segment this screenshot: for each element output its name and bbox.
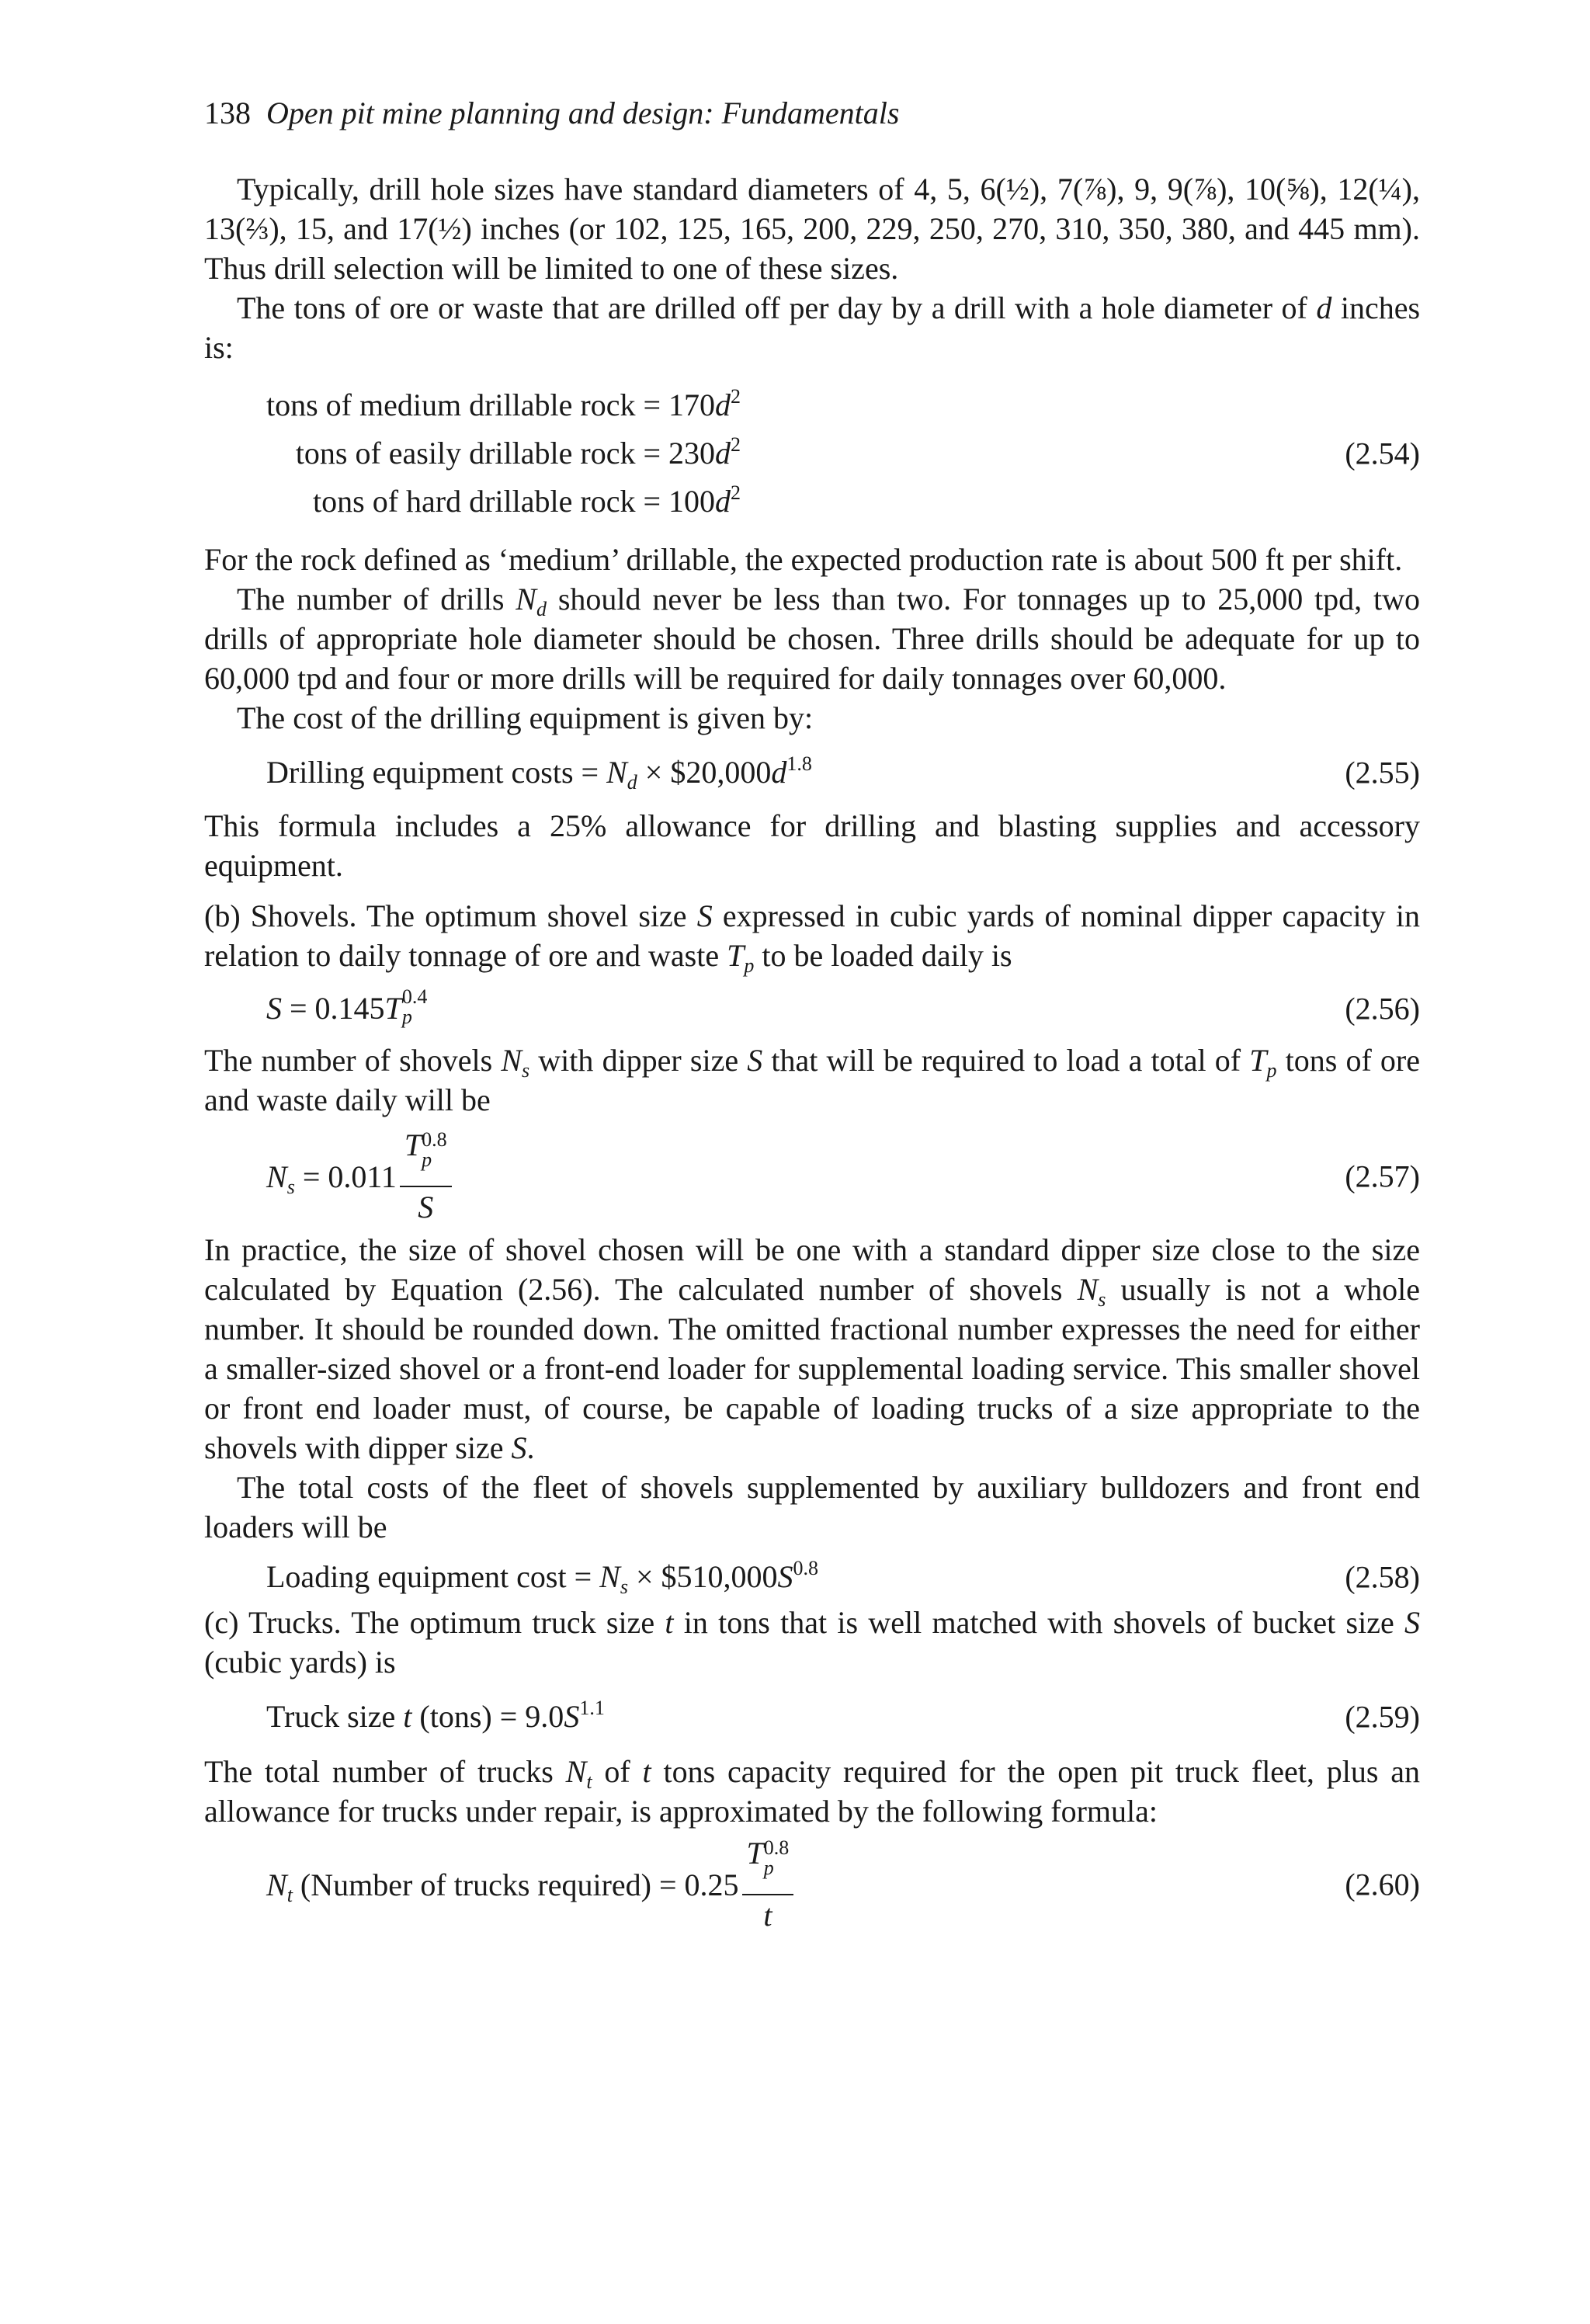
paragraph-drill-sizes: Typically, drill hole sizes have standard diameters of 4, 5, 6(½), 7(⅞), 9, 9(⅞), 10(⅝), 12(¼), 13(⅔), 15, and 17(½) inches (or 102, 125, 165, 200, 229, 250, 270, 310, 350, 380, and 445 mm). Thus drill selection will be limited to one of these sizes. (204, 172, 1420, 286)
paragraph-shovels: (b) Shovels. The optimum shovel size S expressed in cubic yards of nominal dipper capacity in relation to daily tonnage of ore and waste $T_p$ to be loaded daily is (204, 898, 1421, 977)
paragraph-medium-rate: For the rock defined as ‘medium’ drillable, the expected production rate is about 500 ft per shift. (204, 542, 1403, 577)
running-title: Open pit mine planning and design: Fundamentals (266, 96, 900, 130)
page-body (204, 169, 1420, 1935)
equation-2-58: Loading equipment $\cos t = N_s$ × $\$510,000S^{0.8}$ (2.58) (266, 1557, 1420, 1598)
equation-number: (2.54) (1345, 436, 1420, 471)
paragraph-allowance: This formula includes a 25% allowance for drilling and blasting supplies and accessory equipment. (204, 808, 1420, 883)
paragraph-fleet-costs: The total costs of the fleet of shovels supplemented by auxiliary bulldozers and front end loaders will be (204, 1470, 1420, 1544)
paragraph-number-of-shovels: The number of shovels $N_s$ with dipper size S that will be required to load a total of $T_p$ tons of ore and waste daily will be (204, 1043, 1420, 1117)
equation-2-55: Drilling equipment costs = $N_d$ × $\$20,000d^{1.8}$ (2.55) (266, 752, 1420, 794)
equation-number: (2.55) (1345, 755, 1420, 790)
equation-number: (2.58) (1345, 1559, 1420, 1595)
equation-2-60: $N_t$ (Number of trucks required) = 0.25 T 0.8 p t (2.60) (266, 1836, 1420, 1933)
paragraph-practice: In practice, the size of shovel chosen will be one with a standard dipper size close to the size calculated by Equation (2.56). The calculated number of shovels $N_s$ usually is not a whole number. It should be rounded down. The omitted fractional number expresses the need for either a smaller-sized shovel or a front-end loader for supplemental loading service. This smaller shovel or front end loader must, of course, be capable of loading trucks of a size appropriate to the shovels with dipper size S. (204, 1232, 1420, 1465)
equation-2-59: Truck size t (tons) = $9.0S^{1.1}$ (2.59) (204, 1694, 1420, 1739)
equation-line: tons of easily drillable rock = $230d^2$ (295, 433, 741, 471)
equation-number: (2.56) (1345, 991, 1420, 1027)
paragraph-tons-drilled: The tons of ore or waste that are drilled off per day by a drill with a hole diameter of d inches is: (204, 290, 1421, 365)
paragraph-number-of-trucks: The total number of trucks $N_t$ of t tons capacity required for the open pit truck fleet, plus an allowance for trucks under repair, is approximated by the following formula: (204, 1754, 1420, 1829)
equation-2-57: $N_s$ = 0.011 T 0.8 p S (2.57) (266, 1127, 1420, 1225)
equation-line: tons of medium drillable rock = $170d^2$ (266, 385, 741, 422)
equation-2-56: S = 0.145T 0.4 p (2.56) (266, 985, 1420, 1028)
page-number: 138 (204, 96, 251, 130)
equation-number: (2.57) (1345, 1159, 1420, 1194)
equation-2-54 (204, 381, 1420, 526)
paragraph-number-of-drills: The number of drills $N_d$ should never be less than two. For tonnages up to 25,000 tpd, two drills of appropriate hole diameter should be chosen. Three drills should be adequate for up to 60,000 tpd and four or more drills will be required for daily tonnages over 60,000. (204, 582, 1421, 696)
equation-line: tons of hard drillable rock = $100d^2$ (313, 481, 741, 519)
paragraph-drilling-cost: The cost of the drilling equipment is given by: (237, 700, 814, 735)
fraction: T 0.8 p t (742, 1838, 794, 1931)
paragraph-trucks: (c) Trucks. The optimum truck size t in tons that is well matched with shovels of bucket size S (cubic yards) is (204, 1605, 1420, 1680)
equation-number: (2.60) (1345, 1867, 1420, 1902)
equation-number: (2.59) (1345, 1699, 1420, 1735)
running-header (204, 92, 899, 135)
fraction: T 0.8 p S (400, 1130, 452, 1223)
